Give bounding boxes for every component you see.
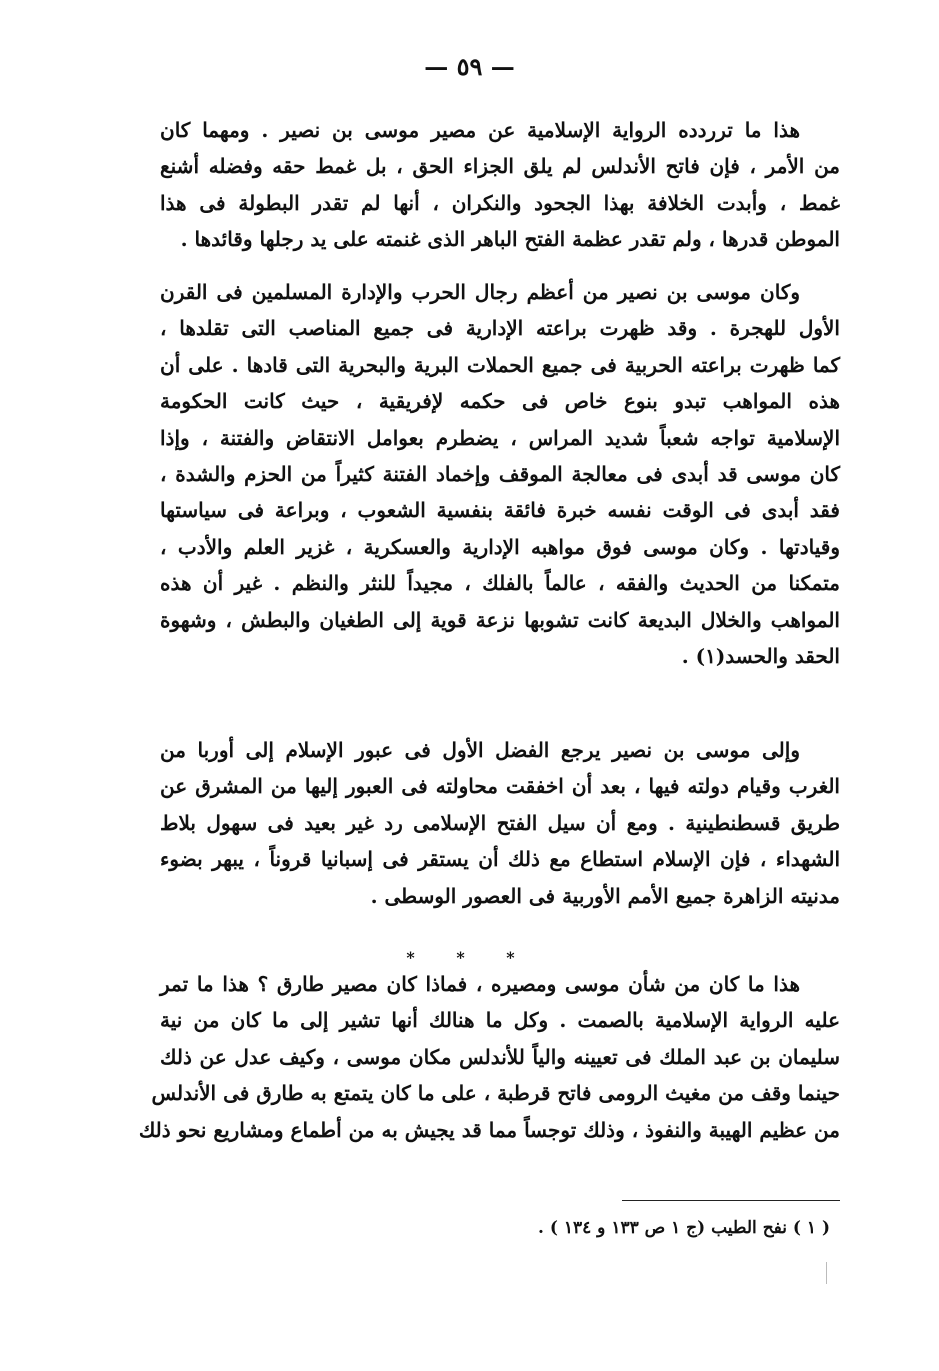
- text-line: المواهب والخلال البديعة كانت تشوبها نزعة قوية إلى الطغيان والبطش ، وشهوة: [160, 607, 840, 632]
- text-line: طريق قسطنطينية . ومع أن سيل الفتح الإسلامى رد غير بعيد فى سهول بلاط: [160, 810, 840, 835]
- text-line: كما ظهرت براعته الحربية فى جميع الحملات البرية والبحرية التى قادها . على أن: [160, 352, 840, 377]
- margin-mark: [826, 1262, 827, 1284]
- text-line: الغرب وقيام دولته فيها ، بعد أن اخفقت محاولته فى العبور إليها من المشرق عن: [160, 774, 840, 799]
- paragraph-1: [160, 112, 840, 258]
- text-line: سليمان بن عبد الملك فى تعيينه والياً للأندلس مكان موسى ، وكيف عدل عن ذلك: [160, 1044, 840, 1069]
- text-line: فقد أبدى فى الوقت نفسه خبرة فائقة بنفسية الشعوب ، وبراعة فى سياستها: [160, 498, 840, 523]
- text-line: الشهداء ، فإن الإسلام استطاع مع ذلك أن يستقر فى إسبانيا قروناً ، يبهر بضوء: [160, 847, 840, 872]
- text-line: الموطن قدرها ، ولم تقدر عظمة الفتح الباهر الذى غنمته على يد رجلها وقائدها .: [180, 227, 840, 252]
- section-separator: * * *: [406, 948, 533, 967]
- text-line: وقيادتها . وكان موسى فوق مواهبه الإدارية والعسكرية ، غزير العلم والأدب ،: [160, 534, 840, 559]
- text-line: الإسلامية تواجه شعباً شديد المراس ، يضطرم بعوامل الانتقاض والفتنة ، وإذا: [160, 425, 840, 450]
- text-line: كان موسى قد أبدى فى معالجة الموقف وإخماد الفتنة كثيراً من الحزم والشدة ،: [160, 461, 840, 486]
- text-line: هذا ما كان من شأن موسى ومصيره ، فماذا كان مصير طارق ؟ هذا ما تمر: [160, 972, 800, 996]
- footnote-divider: [622, 1200, 840, 1201]
- text-line: هذه المواهب تبدو بنوع خاص فى حكمه لإفريقية ، حيث كانت الحكومة: [160, 389, 840, 414]
- text-line: هذا ما ترردده الرواية الإسلامية عن مصير موسى بن نصير . ومهما كان: [160, 118, 800, 142]
- footnote: ( ١ ) نفح الطيب (ج ١ ص ١٣٣ و ١٣٤ ) .: [538, 1218, 830, 1238]
- paragraph-2: [160, 274, 840, 674]
- text-line: عليه الرواية الإسلامية بالصمت . وكل ما هنالك أنها تشير إلى ما كان من نية: [160, 1008, 840, 1033]
- text-line: من عظيم الهيبة والنفوذ ، وذلك توجساً مما قد يجيش به من أطماع ومشاريع نحو ذلك: [138, 1117, 840, 1142]
- page-number: — ٥٩ —: [424, 52, 515, 81]
- text-line: وكان موسى بن نصير من أعظم رجال الحرب والإدارة المسلمين فى القرن: [160, 280, 800, 304]
- text-line: الحقد والحسد(١) .: [681, 643, 840, 668]
- text-line: غمط ، وأبدت الخلافة بهذا الجحود والنكران ، أنها لم تقدر البطولة فى هذا: [160, 190, 840, 215]
- text-line: مدنيته الزاهرة جميع الأمم الأوربية فى العصور الوسطى .: [370, 883, 840, 908]
- paragraph-4: [138, 966, 840, 1148]
- text-line: الأول للهجرة . وقد ظهرت براعته الإدارية فى جميع المناصب التى تقلدها ،: [160, 316, 840, 341]
- text-line: حينما وقف من مغيث الرومى فاتح قرطبة ، على ما كان يتمتع به طارق فى الأندلس: [151, 1081, 840, 1106]
- paragraph-3: [160, 732, 840, 914]
- text-line: من الأمر ، فإن فاتح الأندلس لم يلق الجزاء الحق ، بل غمط حقه وفضله أشنع: [160, 154, 840, 179]
- text-line: متمكنا من الحديث والفقه ، عالماً بالفلك ، مجيداً للنثر والنظم . غير أن هذه: [160, 571, 840, 596]
- text-line: وإلى موسى بن نصير يرجع الفضل الأول فى عبور الإسلام إلى أوربا من: [160, 738, 800, 762]
